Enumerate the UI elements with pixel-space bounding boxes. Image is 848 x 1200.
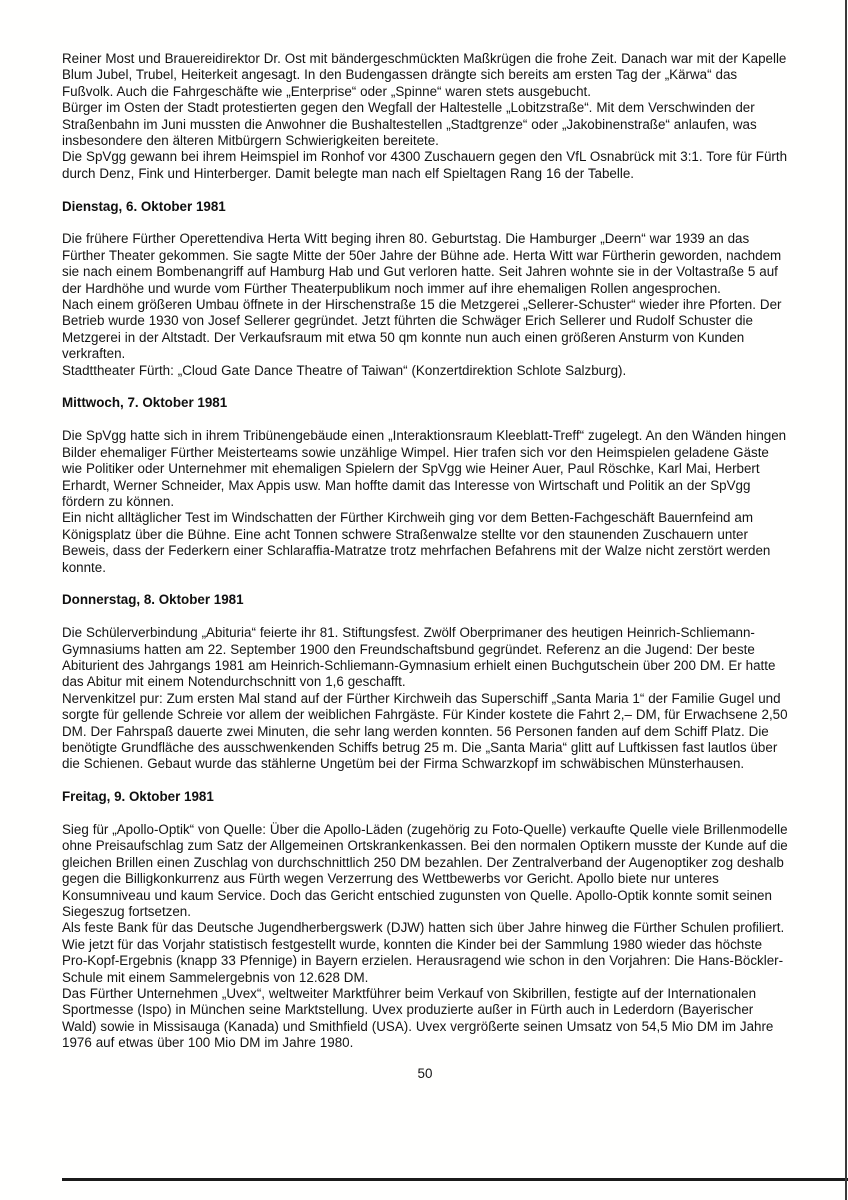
paragraph: Reiner Most und Brauereidirektor Dr. Ost mit bändergeschmückten Maßkrügen die frohe Zeit. Danach war mit der Kapelle Blum Jubel, Trubel, Heiterkeit angesagt. In den Budengassen drängte sich bereits am ersten Tag der „Kärwa“ das Fußvolk. Auch die Fahrgeschäfte wie „Enterprise“ oder „Spinne“ waren stets ausgebucht.	[62, 51, 787, 99]
section-mittwoch-7-oktober-1981	[62, 395, 788, 575]
paragraph: Die SpVgg hatte sich in ihrem Tribünengebäude einen „Interaktionsraum Kleeblatt-Treff“ zugelegt. An den Wänden hingen Bilder ehemaliger Fürther Meisterteams sowie unzählige Wimpel. Hier trafen sich vor den Heimspielen geladene Gäste wie Politiker oder Unternehmer mit ehemaligen Spielern der SpVgg wie Heiner Auer, Paul Röschke, Karl Mai, Herbert Erhardt, Werner Schneider, Max Appis usw. Man hoffte damit das Interesse von Wirtschaft und Politik an der SpVgg fördern zu können.	[62, 428, 787, 509]
page-number: 50	[417, 1065, 433, 1081]
paragraph: Ein nicht alltäglicher Test im Windschatten der Fürther Kirchweih ging vor dem Betten-Fachgeschäft Bauernfeind am Königsplatz über die Bühne. Eine acht Tonnen schwere Straßenwalze stellte vor den staunenden Zuschauern unter Beweis, dass der Federkern einer Schlaraffia-Matratze trotz mehrfachen Befahrens mit der Walze nicht zerstört werden konnte.	[62, 510, 771, 575]
scan-border-bottom-line	[62, 1178, 848, 1181]
page-content	[62, 51, 788, 1082]
paragraph: Die Schülerverbindung „Abituria“ feierte ihr 81. Stiftungsfest. Zwölf Oberprimaner des heutigen Heinrich-Schliemann-Gymnasiums hatten am 22. September 1900 den Freundschaftsbund gegründet. Referenz an die Jugend: Der beste Abiturient des Jahrgangs 1981 am Heinrich-Schliemann-Gymnasium erhielt einen Buchgutschein über 200 DM. Er hatte das Abitur mit einem Notendurchschnitt von 1,6 geschafft.	[62, 625, 776, 690]
date-heading: Freitag, 9. Oktober 1981	[62, 789, 214, 805]
section-freitag-9-oktober-1981	[62, 789, 788, 1051]
section-dienstag-6-oktober-1981	[62, 199, 788, 379]
date-heading: Dienstag, 6. Oktober 1981	[62, 198, 226, 214]
paragraph: Die frühere Fürther Operettendiva Herta Witt beging ihren 80. Geburtstag. Die Hamburger „Deern“ war 1939 an das Fürther Theater gekommen. Sie sagte Mitte der 50er Jahre der Bühne ade. Herta Witt war Fürtherin geworden, nachdem sie nach einem Bombenangriff auf Hamburg Hab und Gut verloren hatte. Seit Jahren wohnte sie in der Voltastraße 5 auf der Hardhöhe und wurde vom Fürther Theaterpublikum noch immer auf ihre ehemaligen Rollen angesprochen.	[62, 231, 782, 296]
section-donnerstag-8-oktober-1981	[62, 592, 788, 772]
section-intro	[62, 51, 788, 182]
paragraph: Nach einem größeren Umbau öffnete in der Hirschenstraße 15 die Metzgerei „Sellerer-Schuster“ wieder ihre Pforten. Der Betrieb wurde 1930 von Josef Sellerer gegründet. Jetzt führten die Schwäger Erich Sellerer und Rudolf Schuster die Metzgerei in der Altstadt. Der Verkaufsraum mit etwa 50 qm konnte nun auch einen größeren Ansturm von Kunden verkraften.	[62, 297, 782, 362]
date-heading: Donnerstag, 8. Oktober 1981	[62, 592, 244, 608]
paragraph: Bürger im Osten der Stadt protestierten gegen den Wegfall der Haltestelle „Lobitzstraße“. Mit dem Verschwinden der Straßenbahn im Juni mussten die Anwohner die Bushaltestellen „Stadtgrenze“ oder „Jakobinenstraße“ anlaufen, was insbesondere den älteren Mitbürgern Schwierigkeiten bereitete.	[62, 100, 757, 149]
paragraph: Als feste Bank für das Deutsche Jugendherbergswerk (DJW) hatten sich über Jahre hinweg die Fürther Schulen profiliert. Wie jetzt für das Vorjahr statistisch festgestellt wurde, konnten die Kinder bei der Sammlung 1980 wieder das höchste Pro-Kopf-Ergebnis (knapp 33 Pfennige) in Bayern erzielen. Herausragend wie schon in den Vorjahren: Die Hans-Böckler-Schule mit einem Sammelergebnis von 12.628 DM.	[62, 920, 785, 985]
paragraph: Stadttheater Fürth: „Cloud Gate Dance Theatre of Taiwan“ (Konzertdirektion Schlote Salzburg).	[62, 362, 627, 378]
paragraph: Das Fürther Unternehmen „Uvex“, weltweiter Marktführer beim Verkauf von Skibrillen, festigte auf der Internationalen Sportmesse (Ispo) in München seine Marktstellung. Uvex produzierte außer in Fürth auch in Lederdorn (Bayerischer Wald) sowie in Missisauga (Kanada) und Smithfield (USA). Uvex vergrößerte seinen Umsatz von 54,5 Mio DM im Jahre 1976 auf etwas über 100 Mio DM im Jahre 1980.	[62, 986, 774, 1051]
paragraph: Sieg für „Apollo-Optik“ von Quelle: Über die Apollo-Läden (zugehörig zu Foto-Quelle) verkaufte Quelle viele Brillenmodelle ohne Preisaufschlag zum Satz der Allgemeinen Ortskrankenkassen. Bei den normalen Optikern musste der Kunde auf die gleichen Brillen einen Zuschlag von durchschnittlich 250 DM bezahlen. Der Zentralverband der Augenoptiker zog deshalb gegen die Billigkonkurrenz aus Fürth wegen Verzerrung des Wettbewerbs vor Gericht. Apollo biete nur unteres Konsumniveau und kaum Service. Doch das Gericht entschied zugunsten von Quelle. Apollo-Optik konnte somit seinen Siegeszug fortsetzen.	[62, 821, 788, 919]
paragraph: Nervenkitzel pur: Zum ersten Mal stand auf der Fürther Kirchweih das Superschiff „Santa Maria 1“ der Familie Gugel und sorgte für gellende Schreie vor allem der weiblichen Fahrgäste. Für Kinder kostete die Fahrt 2,– DM, für Erwachsene 2,50 DM. Der Fahrspaß dauerte zwei Minuten, die sehr lang werden konnten. 56 Personen fanden auf dem Schiff Platz. Die benötigte Grundfläche des ausschwenkenden Schiffs betrug 25 m. Die „Santa Maria“ glitt auf Luftkissen fast lautlos über die Schienen. Gebaut wurde das stählerne Ungetüm bei der Firma Schwarzkopf im schwäbischen Münsterhausen.	[62, 690, 788, 772]
date-heading: Mittwoch, 7. Oktober 1981	[62, 395, 228, 411]
paragraph: Die SpVgg gewann bei ihrem Heimspiel im Ronhof vor 4300 Zuschauern gegen den VfL Osnabrück mit 3:1. Tore für Fürth durch Denz, Fink und Hinterberger. Damit belegte man nach elf Spieltagen Rang 16 der Tabelle.	[62, 149, 788, 181]
scan-border-right-line	[845, 0, 847, 1200]
